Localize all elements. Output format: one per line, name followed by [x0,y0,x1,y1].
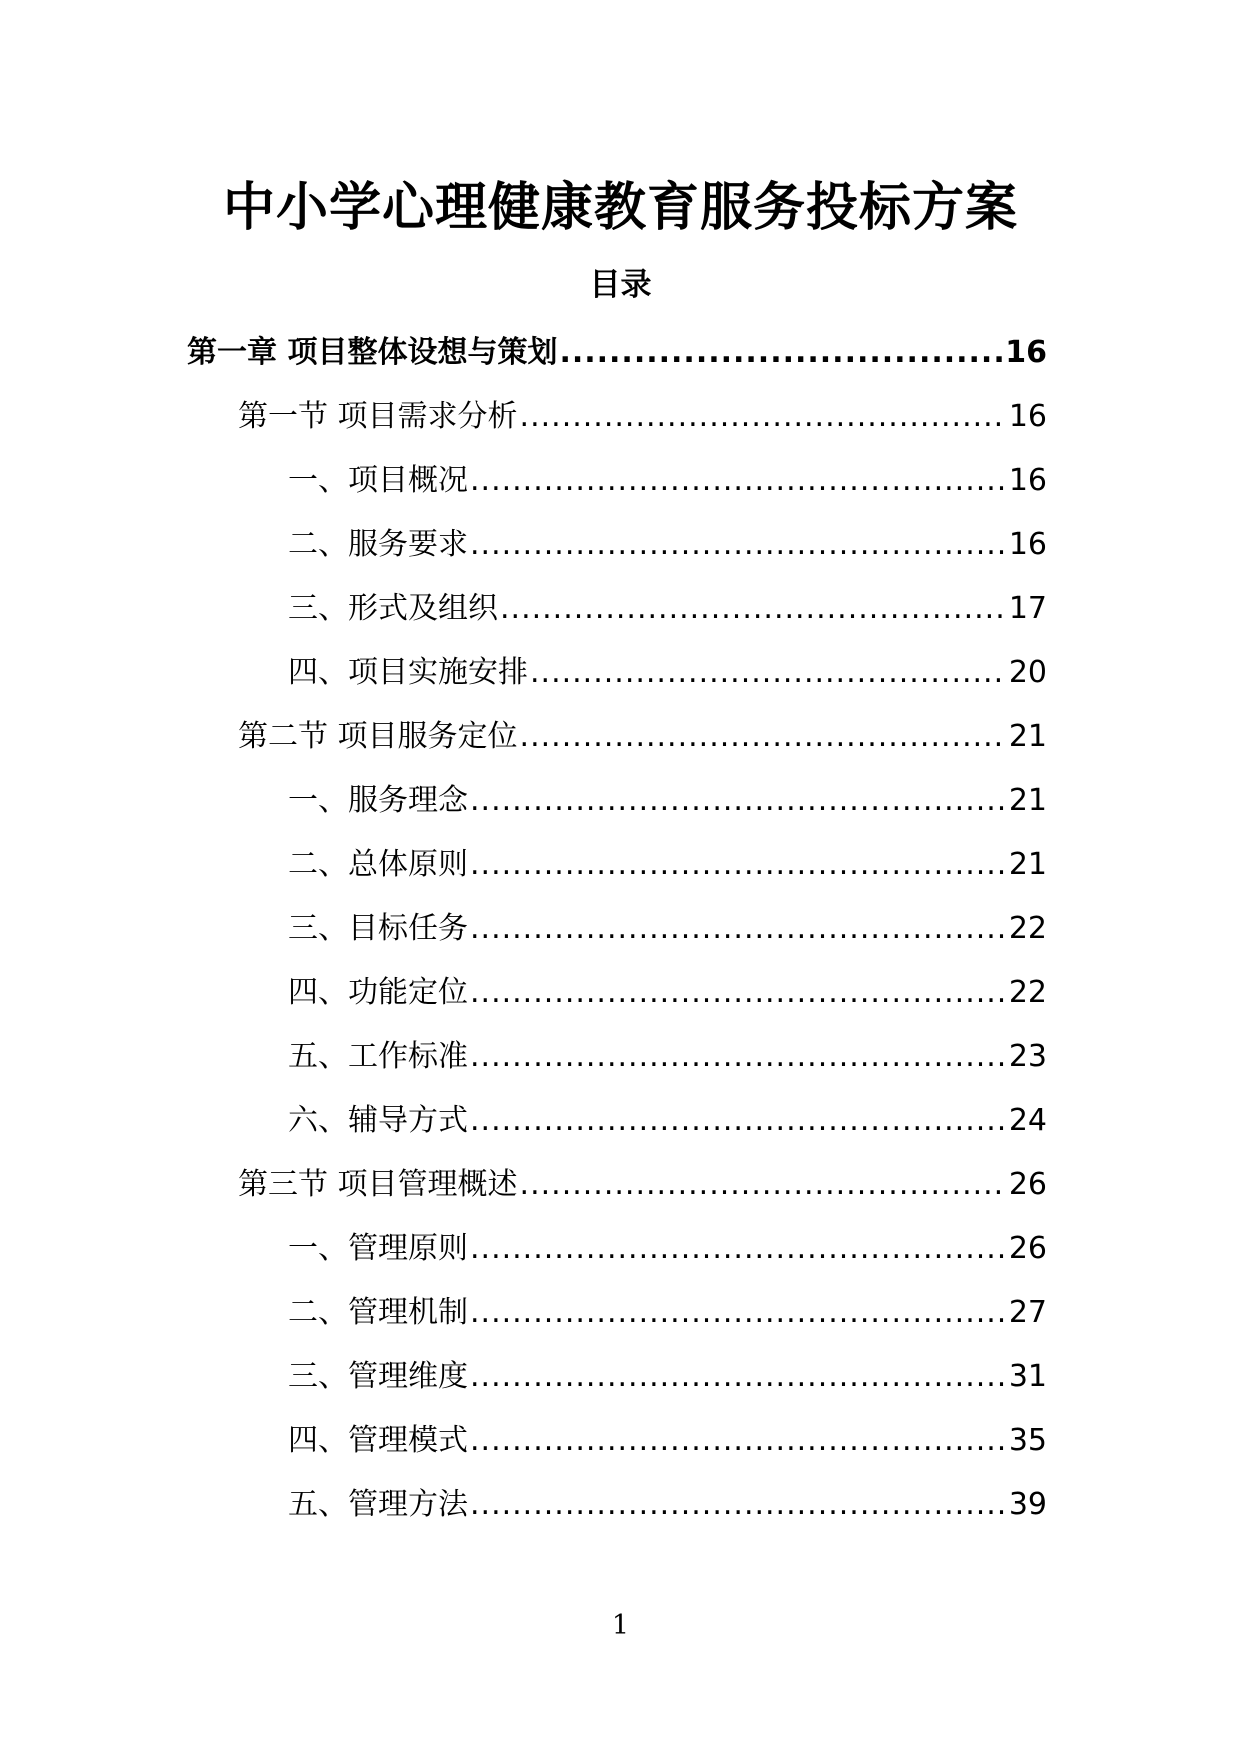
toc-entry-section[interactable] [238,394,1047,440]
toc-entry-label: 六、辅导方式 [288,1103,468,1138]
toc-entry-section[interactable] [238,714,1047,760]
toc-dot-leader [500,586,1007,632]
toc-entry-label: 二、管理机制 [288,1295,468,1330]
toc-entry-label: 一、服务理念 [288,783,468,818]
toc-entry-label: 四、功能定位 [288,975,468,1010]
toc-dot-leader [520,714,1007,760]
toc-entry-item[interactable] [288,1034,1047,1080]
toc-entry-item[interactable] [288,1418,1047,1464]
toc-dot-leader [470,906,1007,952]
toc-dot-leader [530,650,1007,696]
toc-entry-page: 31 [1008,1359,1047,1394]
toc-entry-label: 四、项目实施安排 [288,655,528,690]
toc-entry-label: 第三节 项目管理概述 [238,1167,518,1202]
toc-entry-page: 21 [1008,783,1047,818]
toc-entry-item[interactable] [288,1290,1047,1336]
toc-entry-label: 五、管理方法 [288,1487,468,1522]
toc-entry-item[interactable] [288,842,1047,888]
toc-dot-leader [470,1290,1007,1336]
toc-entry-page: 22 [1008,911,1047,946]
toc-entry-page: 16 [1008,399,1047,434]
toc-entry-page: 35 [1008,1423,1047,1458]
toc-entry-page: 23 [1008,1039,1047,1074]
toc-entry-label: 二、总体原则 [288,847,468,882]
toc-dot-leader [470,1226,1007,1272]
toc-entry-item[interactable] [288,778,1047,824]
toc-entry-item[interactable] [288,522,1047,568]
toc-dot-leader [470,458,1007,504]
toc-entry-page: 26 [1008,1231,1047,1266]
toc-dot-leader [470,522,1007,568]
toc-entry-page: 21 [1008,847,1047,882]
toc-dot-leader [470,1098,1007,1144]
toc-entry-label: 五、工作标准 [288,1039,468,1074]
toc-dot-leader [520,1162,1007,1208]
toc-entry-page: 17 [1008,591,1047,626]
toc-entry-item[interactable] [288,1098,1047,1144]
toc-entry-page: 24 [1008,1103,1047,1138]
toc-entry-label: 第一章 项目整体设想与策划 [187,335,558,370]
toc-entry-item[interactable] [288,1354,1047,1400]
toc-entry-item[interactable] [288,586,1047,632]
page-number: 1 [611,1610,630,1641]
toc-dot-leader [470,778,1007,824]
toc-dot-leader [520,394,1007,440]
document-title: 中小学心理健康教育服务投标方案 [222,178,1018,238]
toc-dot-leader [470,1354,1007,1400]
toc-entry-label: 四、管理模式 [288,1423,468,1458]
toc-dot-leader [470,1418,1007,1464]
toc-entry-label: 三、管理维度 [288,1359,468,1394]
toc-entry-item[interactable] [288,970,1047,1016]
toc-entry-label: 三、目标任务 [288,911,468,946]
toc-entry-item[interactable] [288,906,1047,952]
toc-entry-page: 20 [1008,655,1047,690]
toc-entry-page: 22 [1008,975,1047,1010]
toc-entry-page: 16 [1008,463,1047,498]
toc-entry-chapter[interactable] [187,330,1047,376]
toc-heading: 目录 [589,267,652,303]
toc-entry-label: 一、项目概况 [288,463,468,498]
toc-entry-item[interactable] [288,1226,1047,1272]
toc-entry-section[interactable] [238,1162,1047,1208]
toc-entry-label: 第二节 项目服务定位 [238,719,518,754]
toc-entry-page: 27 [1008,1295,1047,1330]
toc-dot-leader [470,1482,1007,1528]
toc-entry-item[interactable] [288,650,1047,696]
toc-entry-page: 16 [1005,335,1047,370]
toc-entry-page: 21 [1008,719,1047,754]
toc-entry-item[interactable] [288,1482,1047,1528]
toc-dot-leader [470,842,1007,888]
toc-entry-page: 39 [1008,1487,1047,1522]
toc-entry-label: 三、形式及组织 [288,591,498,626]
toc-dot-leader [559,330,1003,376]
toc-dot-leader [470,970,1007,1016]
toc-entry-page: 16 [1008,527,1047,562]
toc-entry-label: 第一节 项目需求分析 [238,399,518,434]
toc-entry-page: 26 [1008,1167,1047,1202]
toc-entry-label: 一、管理原则 [288,1231,468,1266]
toc-entry-item[interactable] [288,458,1047,504]
toc-dot-leader [470,1034,1007,1080]
toc-entry-label: 二、服务要求 [288,527,468,562]
